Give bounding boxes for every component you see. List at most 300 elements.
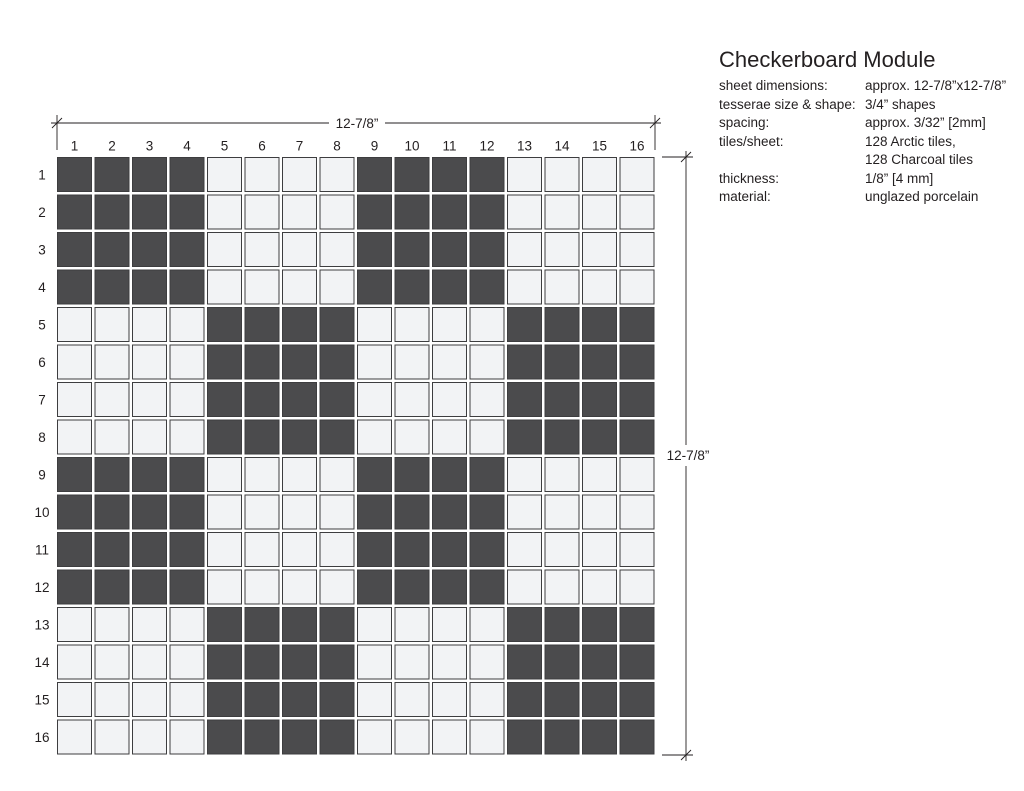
charcoal-tile [508,645,542,679]
charcoal-tile [208,645,242,679]
spec-label: spacing: [719,115,770,130]
column-number: 6 [258,138,266,154]
charcoal-tile [245,345,279,379]
charcoal-tile [508,383,542,417]
charcoal-tile [208,345,242,379]
arctic-tile [133,720,167,754]
width-dimension-label: 12-7/8” [335,115,379,131]
spec-value-line: approx. 3/32” [2mm] [865,115,986,130]
arctic-tile [358,345,392,379]
arctic-tile [620,458,654,492]
row-number: 5 [38,317,46,333]
charcoal-tile [208,420,242,454]
arctic-tile [470,683,504,717]
arctic-tile [245,495,279,529]
arctic-tile [133,383,167,417]
charcoal-tile [395,270,429,304]
arctic-tile [208,495,242,529]
spec-value-line: 3/4” shapes [865,96,936,112]
row-number: 13 [34,617,50,633]
charcoal-tile [245,420,279,454]
charcoal-tile [395,458,429,492]
row-number: 10 [34,504,50,520]
arctic-tile [508,533,542,567]
arctic-tile [470,420,504,454]
arctic-tile [433,645,467,679]
charcoal-tile [620,608,654,642]
charcoal-tile [395,495,429,529]
charcoal-tile [583,383,617,417]
arctic-tile [170,608,204,642]
charcoal-tile [320,345,354,379]
arctic-tile [133,608,167,642]
arctic-tile [170,683,204,717]
arctic-tile [545,233,579,267]
spec-table [719,77,1006,207]
charcoal-tile [358,570,392,604]
charcoal-tile [620,683,654,717]
charcoal-tile [545,383,579,417]
charcoal-tile [320,420,354,454]
arctic-tile [133,345,167,379]
charcoal-tile [433,233,467,267]
arctic-tile [583,195,617,229]
charcoal-tile [283,308,317,342]
arctic-tile [583,495,617,529]
arctic-tile [320,270,354,304]
charcoal-tile [470,233,504,267]
column-number: 8 [333,138,341,154]
charcoal-tile [508,308,542,342]
charcoal-tile [170,495,204,529]
row-number: 16 [34,729,50,745]
arctic-tile [470,345,504,379]
spec-label: sheet dimensions: [719,78,828,93]
charcoal-tile [170,458,204,492]
row-number: 15 [34,692,50,708]
charcoal-tile [58,158,92,192]
charcoal-tile [358,533,392,567]
charcoal-tile [545,345,579,379]
charcoal-tile [583,608,617,642]
arctic-tile [583,270,617,304]
column-number: 15 [591,138,608,154]
arctic-tile [470,608,504,642]
spec-value-line: approx. 12-7/8”x12-7/8” [865,78,1007,93]
charcoal-tile [433,533,467,567]
charcoal-tile [433,270,467,304]
charcoal-tile [95,570,129,604]
row-number: 6 [38,354,46,370]
arctic-tile [58,383,92,417]
charcoal-tile [283,683,317,717]
arctic-tile [320,533,354,567]
charcoal-tile [545,683,579,717]
charcoal-tile [95,270,129,304]
charcoal-tile [583,420,617,454]
charcoal-tile [545,608,579,642]
charcoal-tile [245,683,279,717]
arctic-tile [470,720,504,754]
arctic-tile [208,270,242,304]
charcoal-tile [395,195,429,229]
arctic-tile [508,495,542,529]
charcoal-tile [508,683,542,717]
arctic-tile [320,495,354,529]
arctic-tile [620,570,654,604]
arctic-tile [95,345,129,379]
spec-row-spacing [719,114,1006,133]
charcoal-tile [620,645,654,679]
arctic-tile [245,233,279,267]
column-number: 3 [145,138,154,154]
arctic-tile [583,158,617,192]
row-number: 8 [38,429,46,445]
charcoal-tile [58,233,92,267]
row-number: 1 [38,167,46,183]
column-number: 4 [183,138,191,154]
spec-row-tesserae-size-shape [719,96,1006,115]
spec-label: tiles/sheet: [719,133,784,149]
charcoal-tile [545,720,579,754]
arctic-tile [320,458,354,492]
arctic-tile [395,608,429,642]
arctic-tile [470,383,504,417]
arctic-tile [283,495,317,529]
charcoal-tile [170,158,204,192]
row-number: 14 [34,654,50,670]
charcoal-tile [358,158,392,192]
charcoal-tile [395,158,429,192]
arctic-tile [395,645,429,679]
arctic-tile [433,720,467,754]
arctic-tile [545,458,579,492]
charcoal-tile [470,195,504,229]
arctic-tile [433,420,467,454]
charcoal-tile [170,570,204,604]
charcoal-tile [583,683,617,717]
spec-value [865,188,978,207]
arctic-tile [508,233,542,267]
arctic-tile [545,533,579,567]
charcoal-tile [208,383,242,417]
row-number: 11 [34,542,50,558]
arctic-tile [208,458,242,492]
arctic-tile [58,683,92,717]
arctic-tile [58,308,92,342]
arctic-tile [320,195,354,229]
charcoal-tile [470,495,504,529]
spec-value-line: unglazed porcelain [865,189,979,204]
arctic-tile [283,270,317,304]
arctic-tile [358,683,392,717]
charcoal-tile [433,570,467,604]
charcoal-tile [133,458,167,492]
arctic-tile [433,683,467,717]
charcoal-tile [245,720,279,754]
charcoal-tile [58,195,92,229]
charcoal-tile [245,608,279,642]
arctic-tile [583,533,617,567]
arctic-tile [95,383,129,417]
arctic-tile [358,420,392,454]
arctic-tile [283,158,317,192]
arctic-tile [395,683,429,717]
arctic-tile [620,533,654,567]
charcoal-tile [395,533,429,567]
charcoal-tile [433,495,467,529]
arctic-tile [58,420,92,454]
column-number: 10 [404,138,420,154]
arctic-tile [170,645,204,679]
charcoal-tile [470,158,504,192]
arctic-tile [283,570,317,604]
charcoal-tile [208,720,242,754]
arctic-tile [433,608,467,642]
arctic-tile [395,308,429,342]
row-number: 9 [38,467,46,483]
arctic-tile [208,533,242,567]
spec-label: tesserae size & shape: [719,96,856,112]
arctic-tile [508,195,542,229]
arctic-tile [283,533,317,567]
spec-row-sheet-dimensions [719,77,1006,96]
arctic-tile [545,495,579,529]
charcoal-tile [245,645,279,679]
charcoal-tile [283,345,317,379]
arctic-tile [545,195,579,229]
arctic-tile [545,570,579,604]
arctic-tile [95,420,129,454]
charcoal-tile [583,720,617,754]
charcoal-tile [620,720,654,754]
row-number: 3 [38,242,46,258]
spec-label: material: [719,189,771,204]
charcoal-tile [470,458,504,492]
charcoal-tile [320,645,354,679]
arctic-tile [58,608,92,642]
column-number: 12 [479,138,495,154]
charcoal-tile [358,495,392,529]
column-number: 5 [220,138,229,154]
charcoal-tile [170,270,204,304]
charcoal-tile [133,158,167,192]
arctic-tile [283,458,317,492]
charcoal-tile [208,308,242,342]
arctic-tile [583,458,617,492]
charcoal-tile [170,195,204,229]
charcoal-tile [620,308,654,342]
charcoal-tile [58,495,92,529]
charcoal-tile [170,533,204,567]
arctic-tile [583,570,617,604]
arctic-tile [58,345,92,379]
charcoal-tile [395,233,429,267]
charcoal-tile [133,270,167,304]
arctic-tile [620,158,654,192]
charcoal-tile [508,720,542,754]
arctic-tile [508,458,542,492]
arctic-tile [95,308,129,342]
charcoal-tile [95,195,129,229]
spec-value [865,96,936,115]
row-numbers [34,167,50,745]
arctic-tile [508,158,542,192]
arctic-tile [395,345,429,379]
arctic-tile [358,308,392,342]
charcoal-tile [320,683,354,717]
arctic-tile [470,645,504,679]
arctic-tile [508,270,542,304]
arctic-tile [245,270,279,304]
arctic-tile [170,720,204,754]
charcoal-tile [545,645,579,679]
arctic-tile [95,683,129,717]
charcoal-tile [95,533,129,567]
charcoal-tile [545,420,579,454]
arctic-tile [133,683,167,717]
column-number: 16 [629,138,645,154]
arctic-tile [95,720,129,754]
column-number: 11 [442,138,457,154]
spec-label: thickness: [719,170,780,186]
charcoal-tile [508,345,542,379]
spec-value [865,114,986,133]
charcoal-tile [283,383,317,417]
arctic-tile [170,420,204,454]
arctic-tile [620,195,654,229]
column-number: 13 [516,138,533,154]
spec-value-line: 1/8” [4 mm] [865,170,934,186]
arctic-tile [508,570,542,604]
charcoal-tile [395,570,429,604]
arctic-tile [245,533,279,567]
charcoal-tile [320,308,354,342]
charcoal-tile [283,645,317,679]
arctic-tile [620,495,654,529]
column-number: 7 [295,138,304,154]
arctic-tile [545,158,579,192]
arctic-tile [620,270,654,304]
charcoal-tile [358,195,392,229]
charcoal-tile [133,533,167,567]
charcoal-tile [545,308,579,342]
arctic-tile [58,720,92,754]
arctic-tile [395,383,429,417]
charcoal-tile [245,308,279,342]
tile-grid [58,158,655,755]
charcoal-tile [283,720,317,754]
arctic-tile [133,308,167,342]
charcoal-tile [133,195,167,229]
charcoal-tile [583,645,617,679]
arctic-tile [95,608,129,642]
arctic-tile [545,270,579,304]
arctic-tile [133,645,167,679]
arctic-tile [133,420,167,454]
arctic-tile [583,233,617,267]
arctic-tile [208,233,242,267]
charcoal-tile [283,420,317,454]
charcoal-tile [433,195,467,229]
spec-row-material [719,188,1006,207]
charcoal-tile [95,158,129,192]
charcoal-tile [58,270,92,304]
spec-value [865,133,973,170]
arctic-tile [320,233,354,267]
arctic-tile [358,608,392,642]
row-number: 12 [34,579,50,595]
arctic-tile [320,158,354,192]
arctic-tile [395,420,429,454]
column-number: 9 [370,138,379,154]
arctic-tile [245,195,279,229]
arctic-tile [58,645,92,679]
arctic-tile [283,233,317,267]
arctic-tile [170,383,204,417]
arctic-tile [283,195,317,229]
charcoal-tile [58,533,92,567]
spec-row-tiles-per-sheet [719,133,1006,170]
arctic-tile [433,345,467,379]
arctic-tile [208,158,242,192]
charcoal-tile [583,308,617,342]
charcoal-tile [320,383,354,417]
charcoal-tile [170,233,204,267]
arctic-tile [245,458,279,492]
charcoal-tile [433,158,467,192]
charcoal-tile [470,270,504,304]
charcoal-tile [620,383,654,417]
charcoal-tile [208,683,242,717]
spec-value [865,77,1006,96]
arctic-tile [358,645,392,679]
charcoal-tile [245,383,279,417]
arctic-tile [95,645,129,679]
arctic-tile [208,570,242,604]
charcoal-tile [620,345,654,379]
arctic-tile [245,158,279,192]
charcoal-tile [58,458,92,492]
row-number: 2 [38,204,46,220]
arctic-tile [433,308,467,342]
charcoal-tile [508,608,542,642]
arctic-tile [395,720,429,754]
arctic-tile [245,570,279,604]
charcoal-tile [358,233,392,267]
spec-value-line: 128 Arctic tiles, [865,133,956,149]
spec-value [865,170,933,189]
charcoal-tile [358,458,392,492]
charcoal-tile [133,570,167,604]
charcoal-tile [320,720,354,754]
arctic-tile [320,570,354,604]
charcoal-tile [133,495,167,529]
arctic-tile [208,195,242,229]
charcoal-tile [283,608,317,642]
arctic-tile [170,345,204,379]
charcoal-tile [95,233,129,267]
arctic-tile [470,308,504,342]
page-title: Checkerboard Module [719,47,936,72]
spec-row-thickness [719,170,1006,189]
row-number: 7 [38,392,46,408]
arctic-tile [620,233,654,267]
charcoal-tile [620,420,654,454]
column-number: 1 [70,138,79,154]
arctic-tile [358,383,392,417]
column-numbers [71,139,645,154]
